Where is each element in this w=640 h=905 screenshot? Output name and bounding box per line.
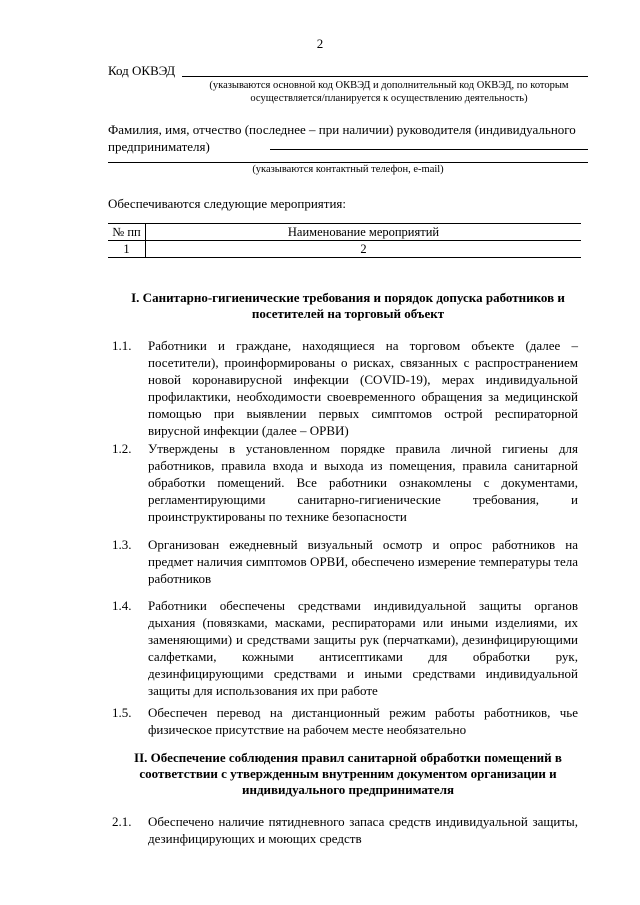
item-number: 1.5.	[112, 705, 132, 720]
page-number: 2	[316, 36, 324, 51]
okved-fill-line	[182, 76, 588, 77]
item-number: 1.1.	[112, 338, 132, 353]
col-name-header: Наименование мероприятий	[146, 224, 582, 241]
item-text: Обеспечен перевод на дистанционный режим работы работников, чье физическое присутствие на рабочем месте необязательно	[148, 705, 578, 737]
item-text: Обеспечено наличие пятидневного запаса средств индивидуальной защиты, дезинфицирующих и моющих средств	[148, 814, 578, 846]
item-number: 1.2.	[112, 441, 132, 456]
col-number-index: 1	[108, 241, 146, 258]
item-number: 1.3.	[112, 537, 132, 552]
section-1-title: I. Санитарно-гигиенические требования и порядок допуска работников и посетителей на торговый объект	[131, 290, 565, 321]
item-number: 1.4.	[112, 598, 132, 613]
item-text: Утверждены в установленном порядке правила личной гигиены для работников, правила входа и выхода из помещения, правила санитарной обработки помещений. Все работники ознакомлены с документами, регламентирующими санитарно-гигиенические требования, и проинструктированы по технике безопасности	[148, 441, 578, 524]
measures-table-header	[108, 223, 581, 258]
col-name-index: 2	[146, 241, 582, 258]
section-2-title: II. Обеспечение соблюдения правил санитарной обработки помещений в соответствии с утвержденным внутренним документом организации и индивидуального предпринимателя	[134, 750, 562, 797]
measures-intro: Обеспечиваются следующие мероприятия:	[108, 196, 346, 211]
okved-note: (указываются основной код ОКВЭД и дополнительный код ОКВЭД, по которым осуществляется/планируется к осуществлению деятельность)	[209, 80, 569, 104]
item-number: 2.1.	[112, 814, 132, 829]
item-text: Организован ежедневный визуальный осмотр и опрос работников на предмет наличия симптомов ОРВИ, обеспечено измерение температуры тела работников	[148, 537, 578, 586]
col-number-header: № пп	[108, 224, 146, 241]
manager-name-label: Фамилия, имя, отчество (последнее – при наличии) руководителя (индивидуального предпринимателя)	[108, 122, 576, 154]
item-text: Работники обеспечены средствами индивидуальной защиты органов дыхания (повязками, масками, респираторами или иными изделиями, их заменяющими) и средствами защиты рук (перчатками), дезинфицирующими салфетками, кожными антисептиками для обработки рук, дезинфицирующими средствами и иными средствами индивидуальной защиты для использования их при работе	[148, 598, 578, 698]
okved-label: Код ОКВЭД	[108, 63, 176, 78]
item-text: Работники и граждане, находящиеся на торговом объекте (далее – посетители), проинформированы о рисках, связанных с распространением новой коронавирусной инфекции (COVID-19), мерах индивидуальной профилактики, необходимости своевременного обращения за медицинской помощью при выявлении первых симптомов острой респираторной вирусной инфекции (далее – ОРВИ)	[148, 338, 578, 438]
contact-note: (указываются контактный телефон, e-mail)	[252, 164, 444, 175]
manager-name-fill-line	[270, 149, 588, 150]
